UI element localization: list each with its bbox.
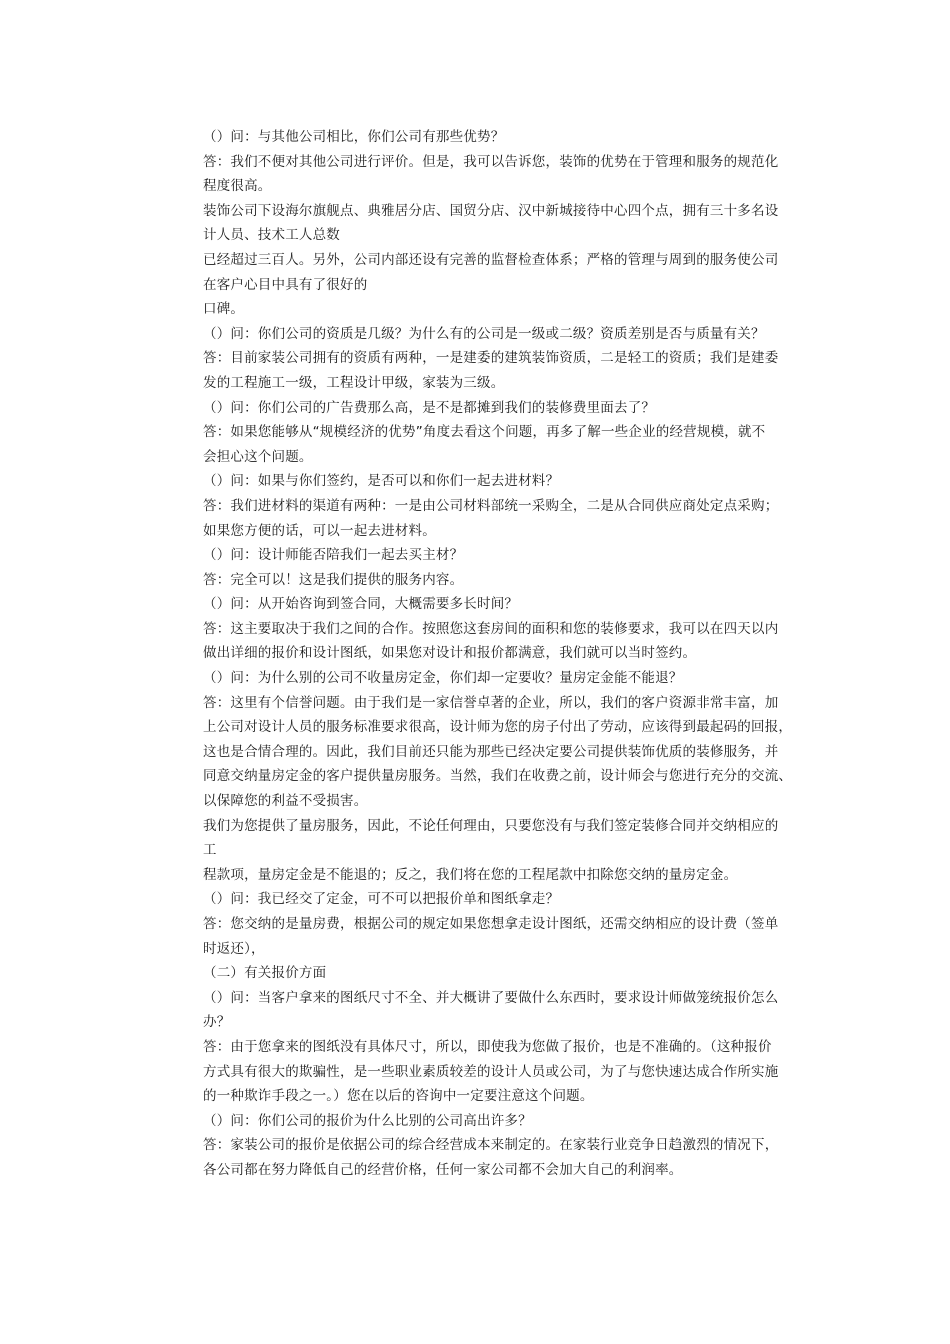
text-line: 以保障您的利益不受损害。: [203, 793, 368, 810]
text-line: （）问：你们公司的资质是几级？为什么有的公司是一级或二级？资质差别是否与质量有关？: [203, 325, 765, 342]
text-line: 答：您交纳的是量房费，根据公司的规定如果您想拿走设计图纸，还需交纳相应的设计费（签单: [203, 916, 779, 932]
text-line: 答：我们不便对其他公司进行评价。但是，我可以告诉您，装饰的优势在于管理和服务的规范化: [203, 153, 779, 170]
text-line: 的一种欺诈手段之一。）您在以后的咨询中一定要注意这个问题。: [203, 1088, 594, 1105]
text-line: 答：这里有个信誉问题。由于我们是一家信誉卓著的企业，所以，我们的客户资源非常丰富，加: [203, 694, 779, 711]
text-line: （）问：与其他公司相比，你们公司有那些优势？: [203, 129, 505, 145]
text-line: 工: [203, 842, 217, 859]
text-line: 装饰公司下设海尔旗舰点、典雅居分店、国贸分店、汉中新城接待中心四个点，拥有三十多名设: [203, 202, 779, 219]
text-line: 口碑。: [203, 301, 245, 318]
text-line: 在客户心目中具有了很好的: [203, 276, 368, 293]
text-line: 计人员、技术工人总数: [203, 227, 340, 244]
text-line: 会担心这个问题。: [203, 448, 313, 465]
text-line: 办？: [203, 1014, 231, 1031]
text-line: 答：由于您拿来的图纸没有具体尺寸，所以，即使我为您做了报价，也是不准确的。（这种报价: [203, 1038, 772, 1055]
text-line: （）问：你们公司的广告费那么高，是不是都摊到我们的装修费里面去了？: [203, 399, 656, 416]
text-line: （）问：设计师能否陪我们一起去买主材？: [203, 547, 464, 564]
text-line: 程度很高。: [203, 178, 272, 195]
text-line: 答：这主要取决于我们之间的合作。按照您这套房间的面积和您的装修要求，我可以在四天以内: [203, 620, 779, 637]
text-line: 如果您方便的话，可以一起去进材料。: [203, 522, 436, 539]
document-body: [203, 125, 823, 1183]
text-line: 做出详细的报价和设计图纸，如果您对设计和报价都满意，我们就可以当时签约。: [203, 645, 697, 662]
text-line: 答：完全可以！这是我们提供的服务内容。: [203, 571, 464, 588]
text-line: 时返还），: [203, 940, 265, 957]
text-line: 这也是合情合理的。因此，我们目前还只能为那些已经决定要公司提供装饰优质的装修服务，并: [203, 743, 779, 760]
text-line: （）问：如果与你们签约，是否可以和你们一起去进材料？: [203, 473, 560, 490]
text-line: 各公司都在努力降低自己的经营价格，任何一家公司都不会加大自己的利润率。: [203, 1161, 683, 1178]
text-line: 程款项，量房定金是不能退的；反之，我们将在您的工程尾款中扣除您交纳的量房定金。: [203, 866, 738, 883]
text-line: （）问：从开始咨询到签合同，大概需要多长时间？: [203, 596, 519, 613]
text-line: 同意交纳量房定金的客户提供量房服务。当然，我们在收费之前，设计师会与您进行充分的交流、: [203, 768, 793, 785]
text-line: （二）有关报价方面: [203, 965, 327, 982]
text-line: 上公司对设计人员的服务标准要求很高，设计师为您的房子付出了劳动，应该得到最起码的回报，: [203, 719, 793, 736]
text-line: 答：目前家装公司拥有的资质有两种，一是建委的建筑装饰资质，二是轻工的资质；我们是建委: [203, 350, 779, 367]
text-line: 已经超过三百人。另外，公司内部还设有完善的监督检查体系；严格的管理与周到的服务使公司: [203, 251, 779, 268]
text-line: （）问：我已经交了定金，可不可以把报价单和图纸拿走？: [203, 891, 560, 908]
text-line: 答：如果您能够从“规模经济的优势”角度去看这个问题，再多了解一些企业的经营规模，就不: [203, 424, 766, 441]
text-line: （）问：当客户拿来的图纸尺寸不全、并大概讲了要做什么东西时，要求设计师做笼统报价怎么: [203, 989, 779, 1006]
text-line: 发的工程施工一级，工程设计甲级，家装为三级。: [203, 374, 505, 391]
text-line: （）问：为什么别的公司不收量房定金，你们却一定要收？量房定金能不能退？: [203, 670, 683, 687]
text-line: 答：我们进材料的渠道有两种：一是由公司材料部统一采购全，二是从合同供应商处定点采购；: [203, 497, 779, 514]
text-line: 方式具有很大的欺骗性，是一些职业素质较差的设计人员或公司，为了与您快速达成合作所实施: [203, 1063, 779, 1080]
text-line: 我们为您提供了量房服务，因此，不论任何理由，只要您没有与我们签定装修合同并交纳相应的: [203, 817, 779, 834]
text-line: 答：家装公司的报价是依据公司的综合经营成本来制定的。在家装行业竞争日趋激烈的情况下，: [203, 1137, 779, 1154]
text-line: （）问：你们公司的报价为什么比别的公司高出许多？: [203, 1112, 532, 1129]
